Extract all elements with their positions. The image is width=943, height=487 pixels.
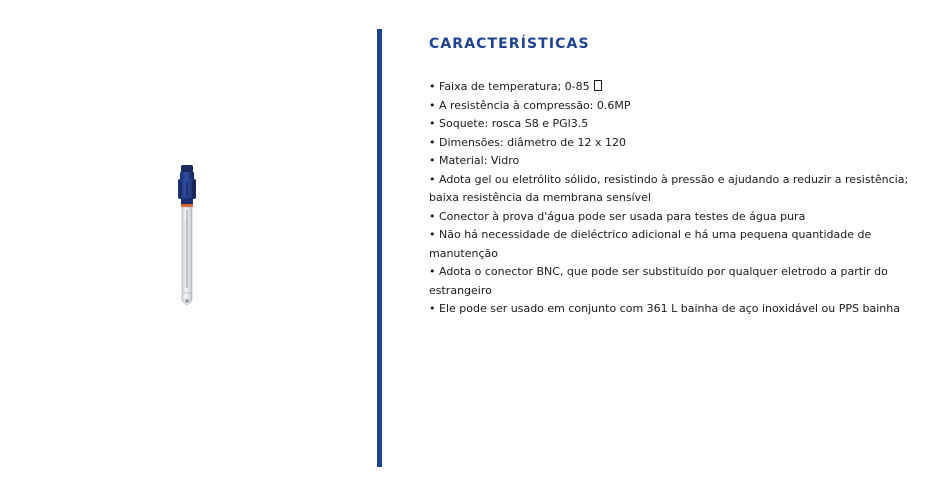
bullet: • [429,172,436,186]
list-item-text: Material: Vidro [439,154,520,167]
list-item [429,263,929,300]
bullet: • [429,209,436,223]
list-item-text: Adota gel ou eletrólito sólido, resistindo à pressão e ajudando a reduzir a resistência; baixa resistência da membrana sensível [429,172,909,204]
feature-list [429,78,929,319]
list-item [429,152,929,171]
bullet: • [429,154,436,167]
list-item-text: Soquete: rosca S8 e PGl3.5 [439,117,589,130]
vertical-divider [377,29,382,467]
bullet: • [429,98,436,112]
bullet: • [429,302,436,315]
unit-glyph-icon [594,80,602,91]
list-item [429,300,929,319]
list-item [429,115,929,134]
ph-electrode-icon [160,160,216,312]
bullet: • [429,228,436,241]
list-item [429,78,929,97]
list-item-text: Não há necessidade de dieléctrico adicional e há uma pequena quantidade de manutenção [429,228,872,260]
bullet: • [429,80,436,93]
list-item [429,171,929,208]
list-item-text: Conector à prova d'água pode ser usada para testes de água pura [439,209,806,223]
list-item-text: A resistência à compressão: 0.6MP [439,98,631,112]
list-item-text: Faixa de temperatura; 0-85 [439,80,594,93]
section-title: CARACTERÍSTICAS [429,36,590,52]
bullet: • [429,265,436,278]
list-item [429,134,929,153]
list-item-text: Adota o conector BNC, que pode ser substituído por qualquer eletrodo a partir do estrangeiro [429,265,888,297]
list-item [429,97,929,116]
list-item-text: Dimensões: diâmetro de 12 x 120 [439,135,626,149]
characteristics-section [429,32,929,319]
bullet: • [429,117,436,130]
bullet: • [429,135,436,149]
list-item [429,226,929,263]
list-item-text: Ele pode ser usado em conjunto com 361 L bainha de aço inoxidável ou PPS bainha [439,302,900,315]
list-item [429,208,929,227]
